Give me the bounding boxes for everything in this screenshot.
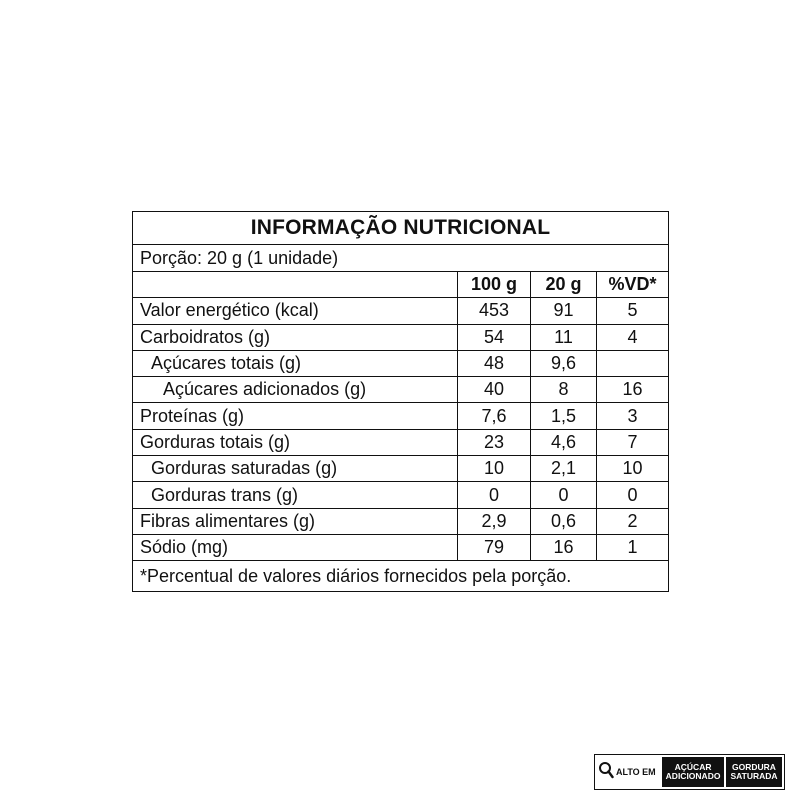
magnifier-icon [598,761,614,784]
table-row [133,535,668,561]
nutrient-name: Gorduras trans (g) [133,482,458,507]
value-100g: 2,9 [458,509,531,534]
value-vd: 4 [627,326,638,347]
fop-saturated-fat [726,757,781,787]
header-20g: 20 g [531,272,597,297]
nutrient-name: Gorduras saturadas (g) [133,456,458,481]
nutrient-name: Gorduras totais (g) [133,430,458,455]
value-vd: 7 [627,431,638,452]
table-row [133,298,668,324]
fop-label-line: SATURADA [730,771,778,781]
front-of-pack-warning-badge [594,754,785,790]
fop-prefix-label: ALTO EM [616,767,656,777]
value-20g: 16 [531,535,597,560]
table-row [133,482,668,508]
table-header-row [133,272,668,298]
value-vd: 0 [627,484,638,505]
value-100g: 453 [458,298,531,323]
nutrition-table [132,211,669,592]
value-vd: 10 [622,458,643,479]
value-vd: 1 [627,537,638,558]
table-title: INFORMAÇÃO NUTRICIONAL [133,212,668,245]
nutrient-name: Sódio (mg) [133,535,458,560]
table-row [133,325,668,351]
value-100g: 79 [458,535,531,560]
fop-label-line: AÇÚCAR [674,762,712,772]
nutrient-name: Fibras alimentares (g) [133,509,458,534]
header-name [133,272,458,297]
table-row [133,430,668,456]
table-row [133,456,668,482]
nutrient-name: Valor energético (kcal) [133,298,458,323]
value-100g: 10 [458,456,531,481]
value-vd: 5 [627,300,638,321]
value-20g: 11 [531,325,597,350]
table-row [133,403,668,429]
footnote: *Percentual de valores diários fornecidos pela porção. [140,565,572,586]
value-20g: 9,6 [531,351,597,376]
value-100g: 54 [458,325,531,350]
value-20g: 91 [531,298,597,323]
fop-label-line: GORDURA [732,762,776,772]
value-20g: 0,6 [531,509,597,534]
value-vd [597,351,668,376]
value-100g: 48 [458,351,531,376]
header-100g: 100 g [458,272,531,297]
fop-added-sugar [662,757,725,787]
portion-info: Porção: 20 g (1 unidade) [133,245,668,272]
value-vd: 16 [622,379,643,400]
nutrient-name: Açúcares adicionados (g) [133,377,458,402]
nutrient-name: Carboidratos (g) [133,325,458,350]
value-100g: 40 [458,377,531,402]
fop-label-line: ADICIONADO [665,771,721,781]
value-100g: 23 [458,430,531,455]
nutrient-name: Açúcares totais (g) [133,351,458,376]
fop-prefix [595,755,660,789]
value-100g: 0 [458,482,531,507]
value-vd: 2 [627,510,638,531]
table-row [133,377,668,403]
value-20g: 0 [531,482,597,507]
table-row [133,351,668,377]
value-20g: 2,1 [531,456,597,481]
value-20g: 8 [531,377,597,402]
value-20g: 1,5 [531,403,597,428]
nutrient-name: Proteínas (g) [133,403,458,428]
header-vd: %VD* [608,274,657,295]
table-row [133,509,668,535]
value-20g: 4,6 [531,430,597,455]
value-100g: 7,6 [458,403,531,428]
value-vd: 3 [627,405,638,426]
